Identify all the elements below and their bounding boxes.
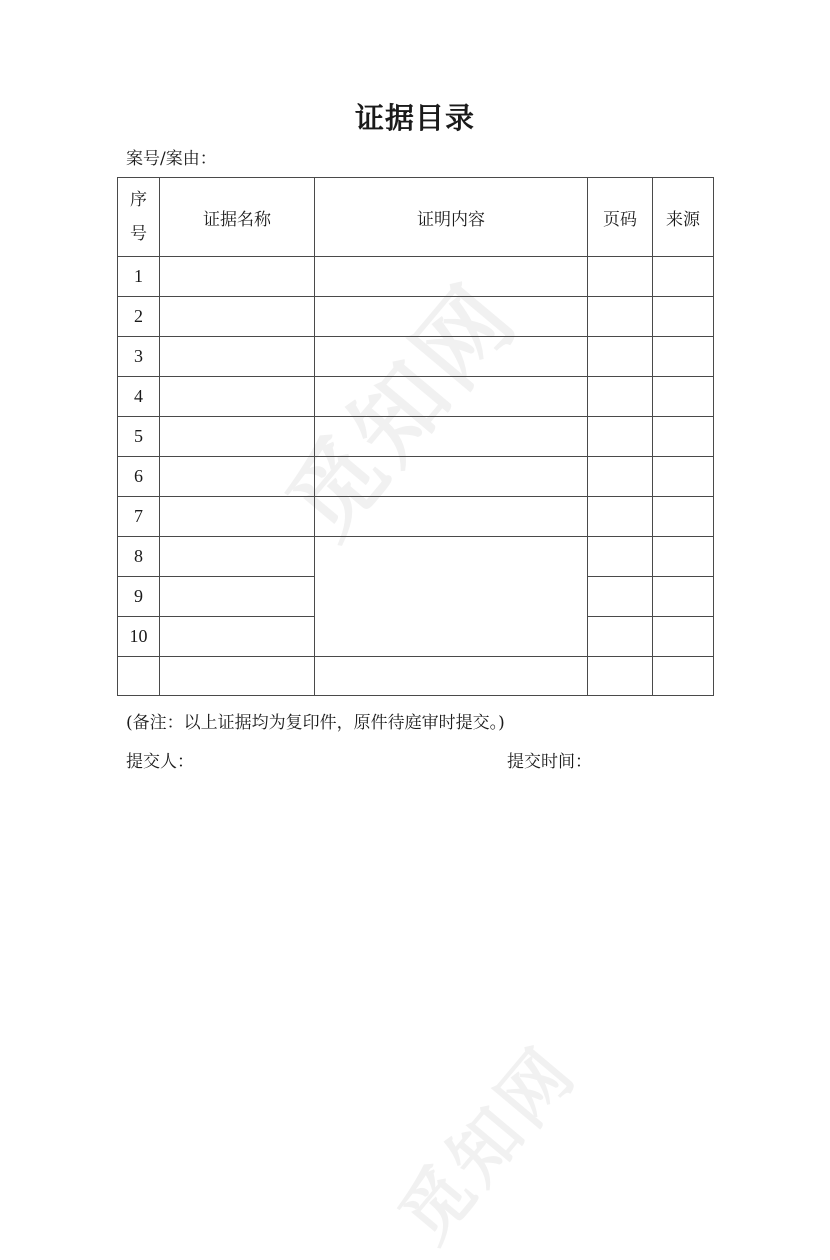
table-row — [118, 297, 714, 337]
table-row — [118, 417, 714, 457]
evidence-name-cell[interactable] — [160, 337, 315, 377]
row-index: 9 — [118, 577, 160, 617]
table-row-blank — [118, 657, 714, 696]
source-cell[interactable] — [653, 577, 714, 617]
header-evidence-name: 证据名称 — [160, 178, 315, 257]
page-cell[interactable] — [588, 297, 653, 337]
submit-time-label: 提交时间： — [507, 752, 592, 772]
evidence-name-cell[interactable] — [160, 497, 315, 537]
header-proof-content: 证明内容 — [315, 178, 588, 257]
table-row — [118, 497, 714, 537]
page-cell[interactable] — [588, 577, 653, 617]
row-index: 5 — [118, 417, 160, 457]
row-index — [118, 657, 160, 696]
page-cell[interactable] — [588, 457, 653, 497]
row-index: 1 — [118, 257, 160, 297]
table-header-row — [118, 178, 714, 257]
proof-content-cell[interactable] — [315, 337, 588, 377]
evidence-name-cell[interactable] — [160, 257, 315, 297]
header-index — [118, 178, 160, 257]
page-cell[interactable] — [588, 337, 653, 377]
proof-content-cell[interactable] — [315, 417, 588, 457]
evidence-name-cell[interactable] — [160, 617, 315, 657]
header-index-bottom: 号 — [130, 224, 147, 244]
page-cell[interactable] — [588, 417, 653, 457]
proof-content-cell[interactable] — [315, 377, 588, 417]
evidence-table — [117, 177, 714, 696]
source-cell[interactable] — [653, 257, 714, 297]
row-index: 2 — [118, 297, 160, 337]
header-page: 页码 — [588, 178, 653, 257]
row-index: 8 — [118, 537, 160, 577]
evidence-name-cell[interactable] — [160, 417, 315, 457]
evidence-name-cell[interactable] — [160, 537, 315, 577]
remark-note: (备注：以上证据均为复印件，原件待庭审时提交。) — [126, 713, 505, 733]
row-index: 3 — [118, 337, 160, 377]
watermark: 觅知网 — [267, 263, 539, 558]
source-cell[interactable] — [653, 457, 714, 497]
proof-content-cell[interactable] — [315, 257, 588, 297]
proof-content-cell[interactable] — [315, 457, 588, 497]
row-index: 6 — [118, 457, 160, 497]
row-index: 4 — [118, 377, 160, 417]
table-row — [118, 377, 714, 417]
proof-content-cell[interactable] — [315, 297, 588, 337]
submitter-label: 提交人： — [126, 752, 194, 772]
page-cell[interactable] — [588, 497, 653, 537]
table-row — [118, 457, 714, 497]
source-cell[interactable] — [653, 417, 714, 457]
page-cell[interactable] — [588, 657, 653, 696]
proof-content-merged-cell[interactable] — [315, 537, 588, 657]
evidence-name-cell[interactable] — [160, 297, 315, 337]
proof-content-cell[interactable] — [315, 497, 588, 537]
source-cell[interactable] — [653, 497, 714, 537]
page-cell[interactable] — [588, 257, 653, 297]
source-cell[interactable] — [653, 537, 714, 577]
watermark-bottom: 觅知网 — [383, 1030, 593, 1258]
source-cell[interactable] — [653, 337, 714, 377]
row-index: 10 — [118, 617, 160, 657]
header-source: 来源 — [653, 178, 714, 257]
source-cell[interactable] — [653, 297, 714, 337]
table-row — [118, 537, 714, 577]
proof-content-cell[interactable] — [315, 657, 588, 696]
source-cell[interactable] — [653, 617, 714, 657]
page-cell[interactable] — [588, 377, 653, 417]
case-number-label: 案号/案由： — [126, 149, 217, 169]
source-cell[interactable] — [653, 377, 714, 417]
row-index: 7 — [118, 497, 160, 537]
page-title: 证据目录 — [354, 101, 475, 135]
source-cell[interactable] — [653, 657, 714, 696]
page-cell[interactable] — [588, 617, 653, 657]
header-index-top: 序 — [130, 190, 147, 210]
evidence-name-cell[interactable] — [160, 657, 315, 696]
evidence-name-cell[interactable] — [160, 457, 315, 497]
table-row — [118, 337, 714, 377]
evidence-name-cell[interactable] — [160, 377, 315, 417]
page-cell[interactable] — [588, 537, 653, 577]
evidence-name-cell[interactable] — [160, 577, 315, 617]
table-row — [118, 257, 714, 297]
